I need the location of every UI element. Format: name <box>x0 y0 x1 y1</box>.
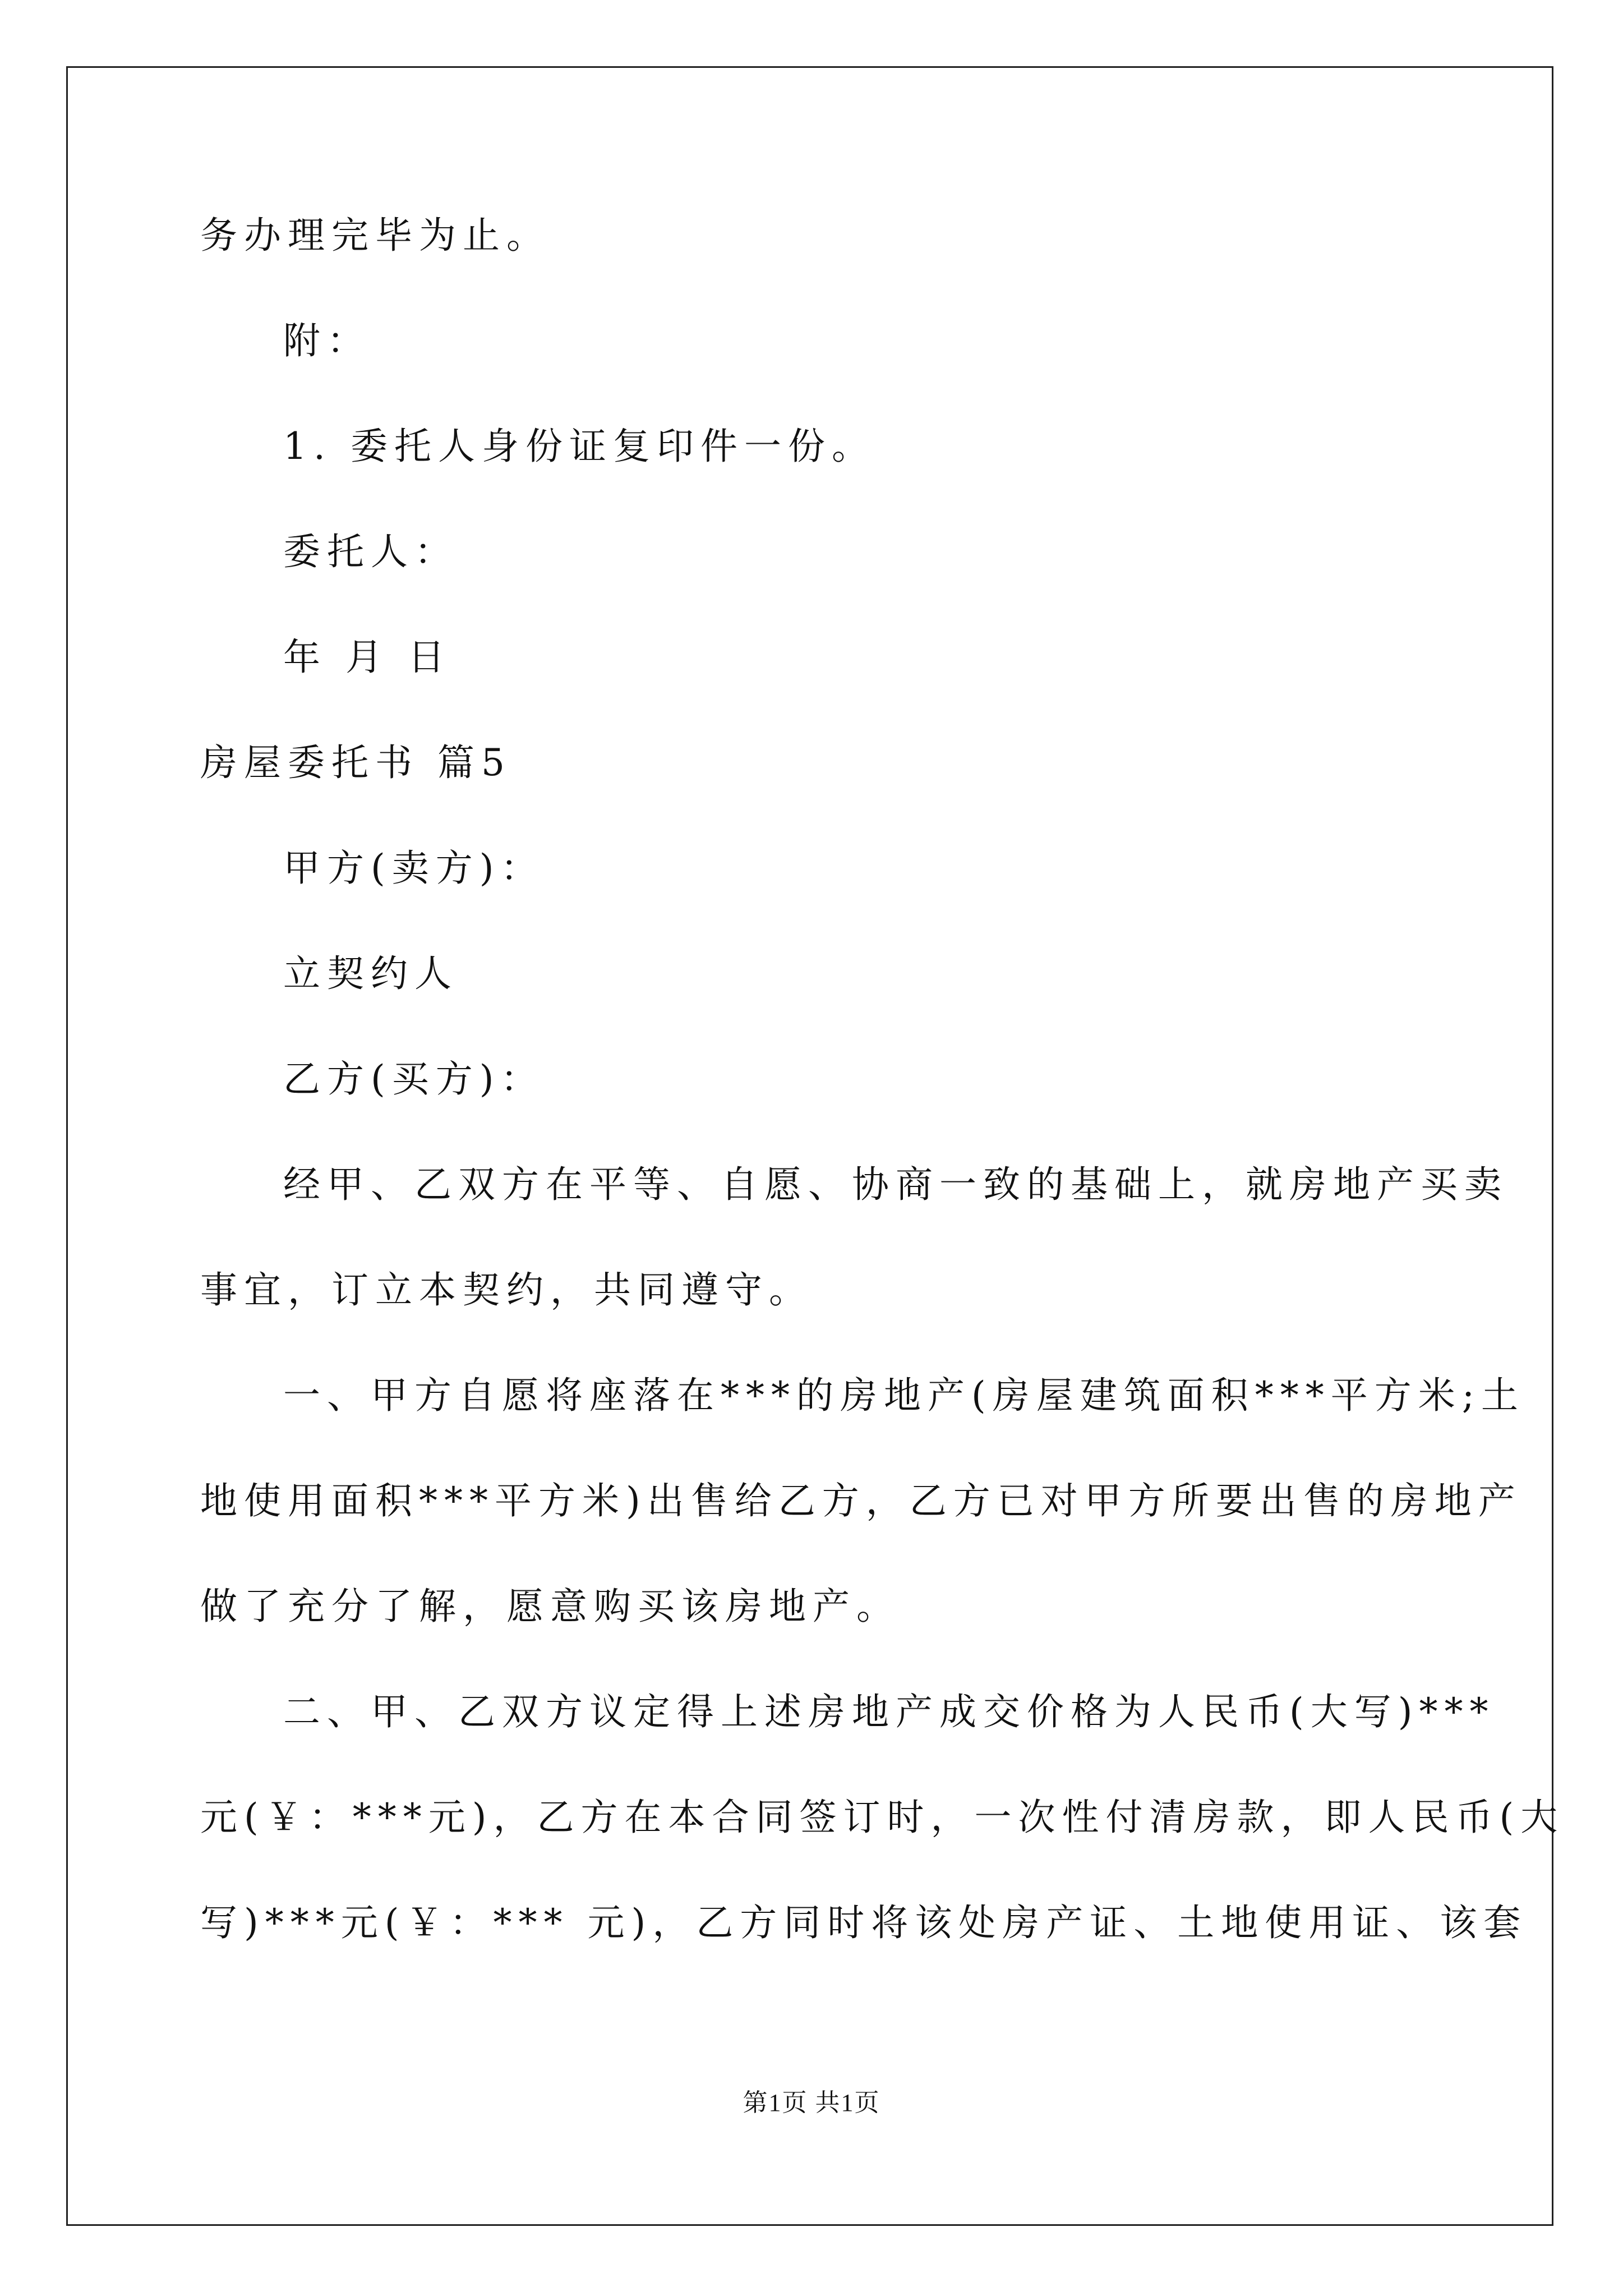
text-line: 二、甲、乙双方议定得上述房地产成交价格为人民币(大写)*** <box>283 1690 1495 1733</box>
text-line: 元(￥：***元)，乙方在本合同签订时，一次性付清房款，即人民币(大 <box>200 1796 1565 1839</box>
text-line: 年 月 日 <box>283 636 451 679</box>
text-line: 立契约人 <box>283 952 458 995</box>
text-line: 做了充分了解，愿意购买该房地产。 <box>200 1585 900 1628</box>
text-line: 地使用面积***平方米)出售给乙方，乙方已对甲方所要出售的房地产 <box>200 1479 1522 1522</box>
text-line: 1. 委托人身份证复印件一份。 <box>283 425 875 468</box>
text-line: 委托人： <box>283 530 458 573</box>
page-footer: 第1页 共1页 <box>743 2089 880 2116</box>
text-line: 一、甲方自愿将座落在***的房地产(房屋建筑面积***平方米;土 <box>283 1374 1525 1417</box>
text-line: 写)***元(￥：*** 元)，乙方同时将该处房产证、土地使用证、该套 <box>200 1901 1528 1944</box>
text-line: 事宜，订立本契约，共同遵守。 <box>200 1268 813 1312</box>
text-line: 乙方(买方)： <box>283 1057 545 1101</box>
section-heading: 房屋委托书 篇5 <box>200 741 511 784</box>
text-line: 经甲、乙双方在平等、自愿、协商一致的基础上，就房地产买卖 <box>283 1163 1508 1206</box>
text-line: 附： <box>283 319 371 362</box>
text-line: 务办理完毕为止。 <box>200 214 550 257</box>
text-line: 甲方(卖方)： <box>283 846 545 890</box>
